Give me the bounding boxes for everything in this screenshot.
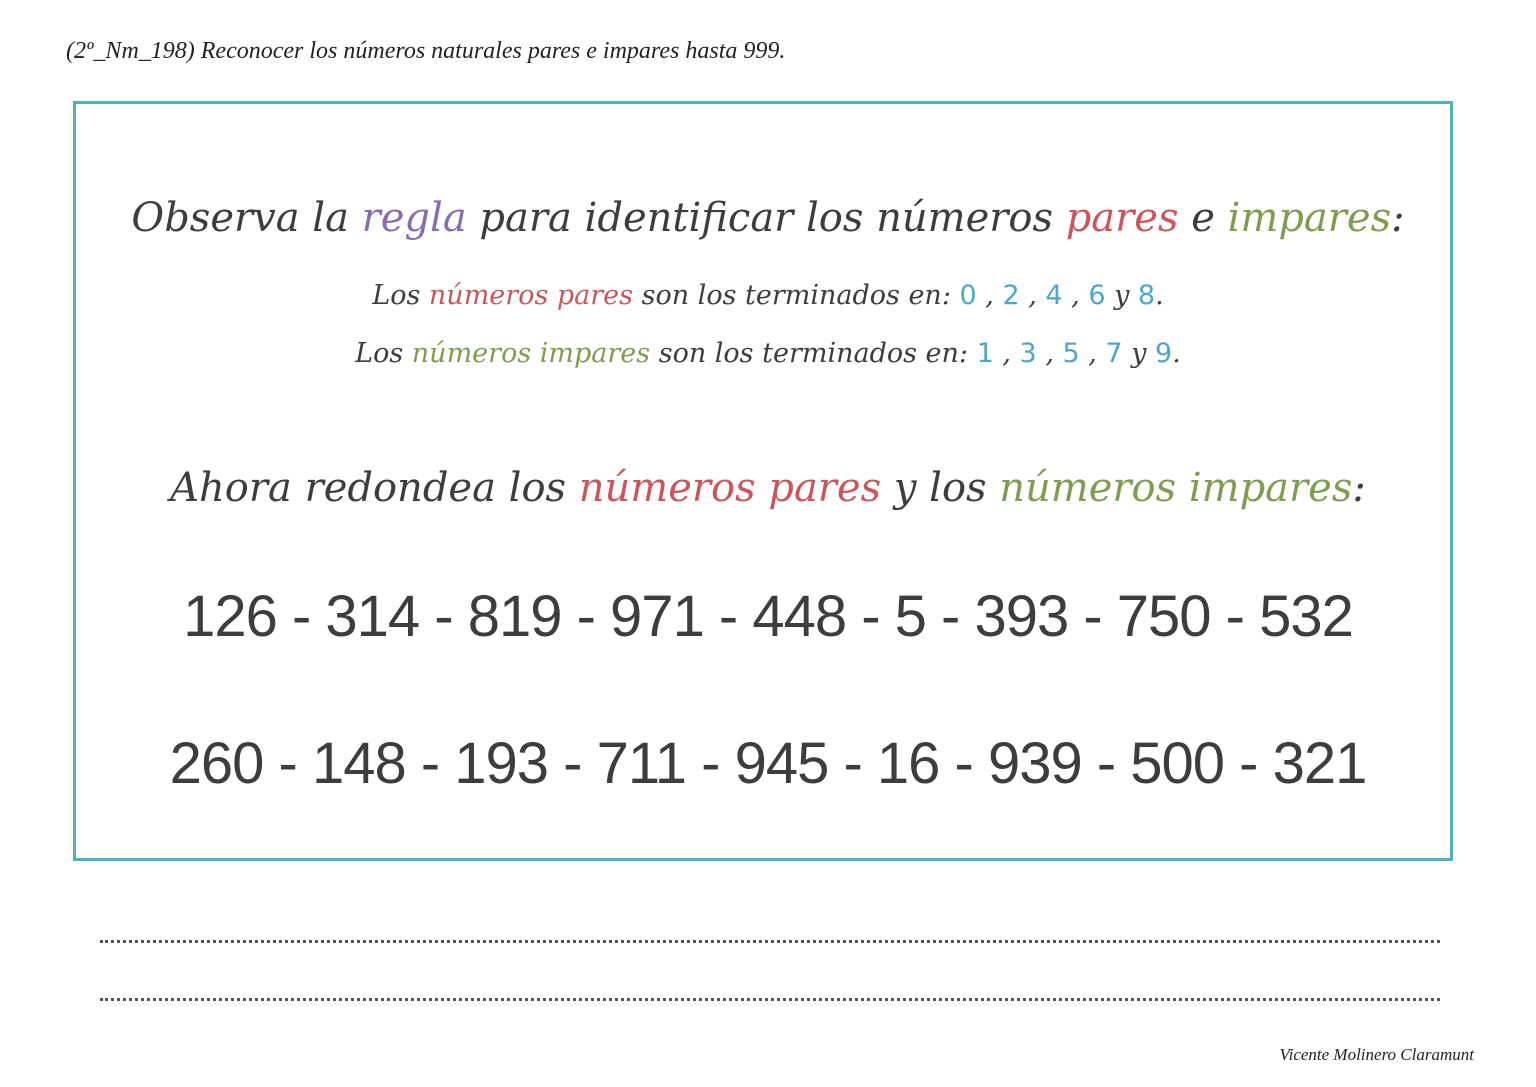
rule-heading-impares: impares bbox=[1227, 195, 1392, 241]
answer-line-1[interactable] bbox=[100, 940, 1440, 943]
period: . bbox=[1155, 280, 1164, 311]
task-heading-text-3: : bbox=[1352, 465, 1366, 511]
rule-even-highlight: números pares bbox=[428, 280, 634, 311]
rule-odd-prefix: Los bbox=[355, 338, 412, 369]
conjunction: y bbox=[1122, 338, 1156, 369]
rule-heading-text-1: Observa la bbox=[131, 195, 362, 241]
even-digit: 6 bbox=[1088, 280, 1106, 311]
even-digit: 4 bbox=[1045, 280, 1063, 311]
rule-odd-highlight: números impares bbox=[411, 338, 651, 369]
rule-heading-text-4: : bbox=[1391, 195, 1405, 241]
even-digit: 0 bbox=[959, 280, 977, 311]
period: . bbox=[1172, 338, 1181, 369]
separator: , bbox=[976, 280, 1003, 311]
numbers-row-2[interactable]: 260 - 148 - 193 - 711 - 945 - 16 - 939 - 500 - 321 bbox=[169, 731, 1367, 796]
conjunction: y bbox=[1105, 280, 1138, 311]
task-heading-text-1: Ahora redondea los bbox=[170, 465, 579, 511]
task-heading-impares: números impares bbox=[999, 465, 1353, 511]
rule-heading-regla: regla bbox=[361, 195, 467, 241]
rule-heading bbox=[0, 195, 1536, 241]
rule-odd-middle: son los terminados en: bbox=[650, 338, 977, 369]
rule-even-prefix: Los bbox=[372, 280, 429, 311]
separator: , bbox=[1079, 338, 1106, 369]
rule-heading-pares: pares bbox=[1065, 195, 1179, 241]
separator: , bbox=[1062, 280, 1089, 311]
odd-digit: 7 bbox=[1105, 338, 1123, 369]
rule-even-line bbox=[0, 280, 1536, 311]
separator: , bbox=[1019, 280, 1046, 311]
even-digit: 8 bbox=[1137, 280, 1156, 311]
rule-heading-text-2: para identificar los números bbox=[466, 195, 1066, 241]
task-heading-pares: números pares bbox=[578, 465, 882, 511]
odd-digit: 1 bbox=[976, 338, 994, 369]
even-digit: 2 bbox=[1002, 280, 1020, 311]
separator: , bbox=[993, 338, 1020, 369]
numbers-row-1[interactable]: 126 - 314 - 819 - 971 - 448 - 5 - 393 - 750 - 532 bbox=[183, 584, 1353, 649]
rule-even-middle: son los terminados en: bbox=[633, 280, 960, 311]
author-signature: Vicente Molinero Claramunt bbox=[1279, 1045, 1474, 1064]
rule-heading-text-3: e bbox=[1178, 195, 1228, 241]
rule-odd-line bbox=[0, 338, 1536, 369]
task-heading bbox=[0, 465, 1536, 511]
worksheet-code-title: (2º_Nm_198) Reconocer los números naturales pares e impares hasta 999. bbox=[66, 38, 786, 64]
odd-digit: 3 bbox=[1019, 338, 1037, 369]
separator: , bbox=[1036, 338, 1063, 369]
odd-digit: 5 bbox=[1062, 338, 1080, 369]
task-heading-text-2: y los bbox=[881, 465, 1000, 511]
odd-digit: 9 bbox=[1155, 338, 1173, 369]
answer-line-2[interactable] bbox=[100, 998, 1440, 1001]
